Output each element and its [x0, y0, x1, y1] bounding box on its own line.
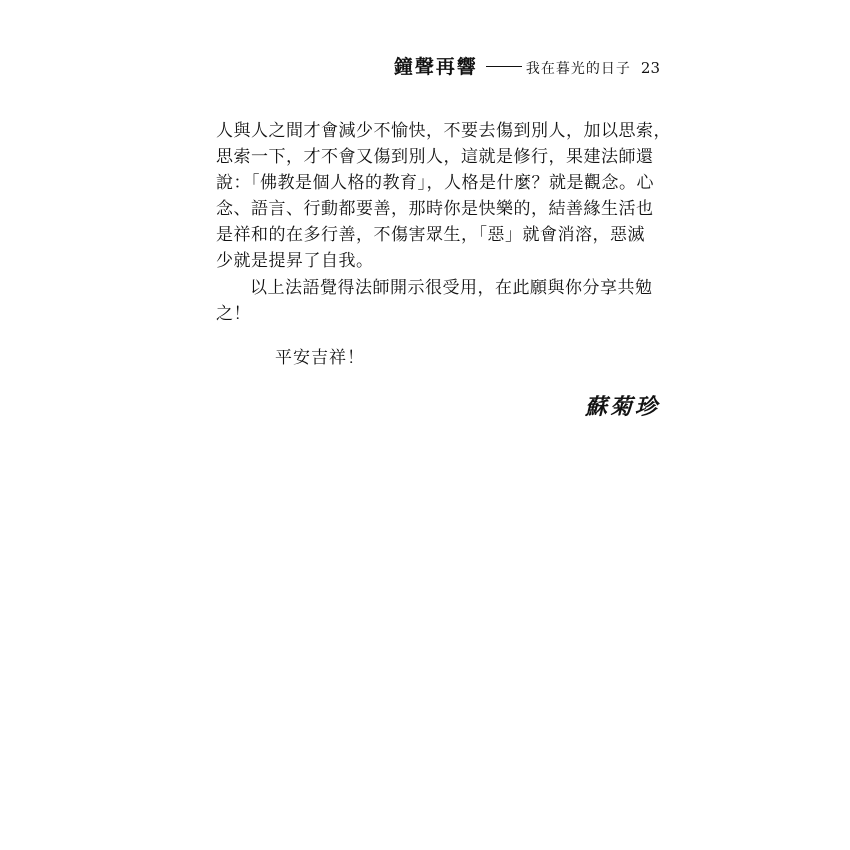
closing-greeting: 平安吉祥！ [275, 348, 365, 368]
page-number: 23 [640, 59, 660, 77]
text-line: 思索一下，才不會又傷到別人，這就是修行，果建法師還 [216, 147, 654, 167]
running-header [394, 52, 660, 79]
text-line: 念、語言、行動都要善，那時你是快樂的，結善緣生活也 [216, 199, 654, 219]
header-dash [486, 66, 522, 67]
text-line: 少就是提昇了自我。 [216, 251, 374, 271]
text-line: 是祥和的在多行善，不傷害眾生，「惡」就會消溶，惡滅 [216, 225, 645, 245]
text-line: 以上法語覺得法師開示很受用，在此願與你分享共勉 [250, 278, 653, 298]
paragraph-2 [216, 275, 662, 327]
text-line: 之！ [216, 304, 251, 324]
chapter-subtitle: 我在暮光的日子 [525, 61, 631, 77]
book-title: 鐘聲再響 [393, 56, 478, 78]
text-line: 人與人之間才會減少不愉快，不要去傷到別人，加以思索， [216, 121, 671, 141]
text-line: 說：「佛教是個人格的教育」，人格是什麼？就是觀念。心 [216, 173, 654, 193]
paragraph-1 [216, 118, 671, 274]
author-signature: 蘇菊珍 [584, 394, 660, 420]
